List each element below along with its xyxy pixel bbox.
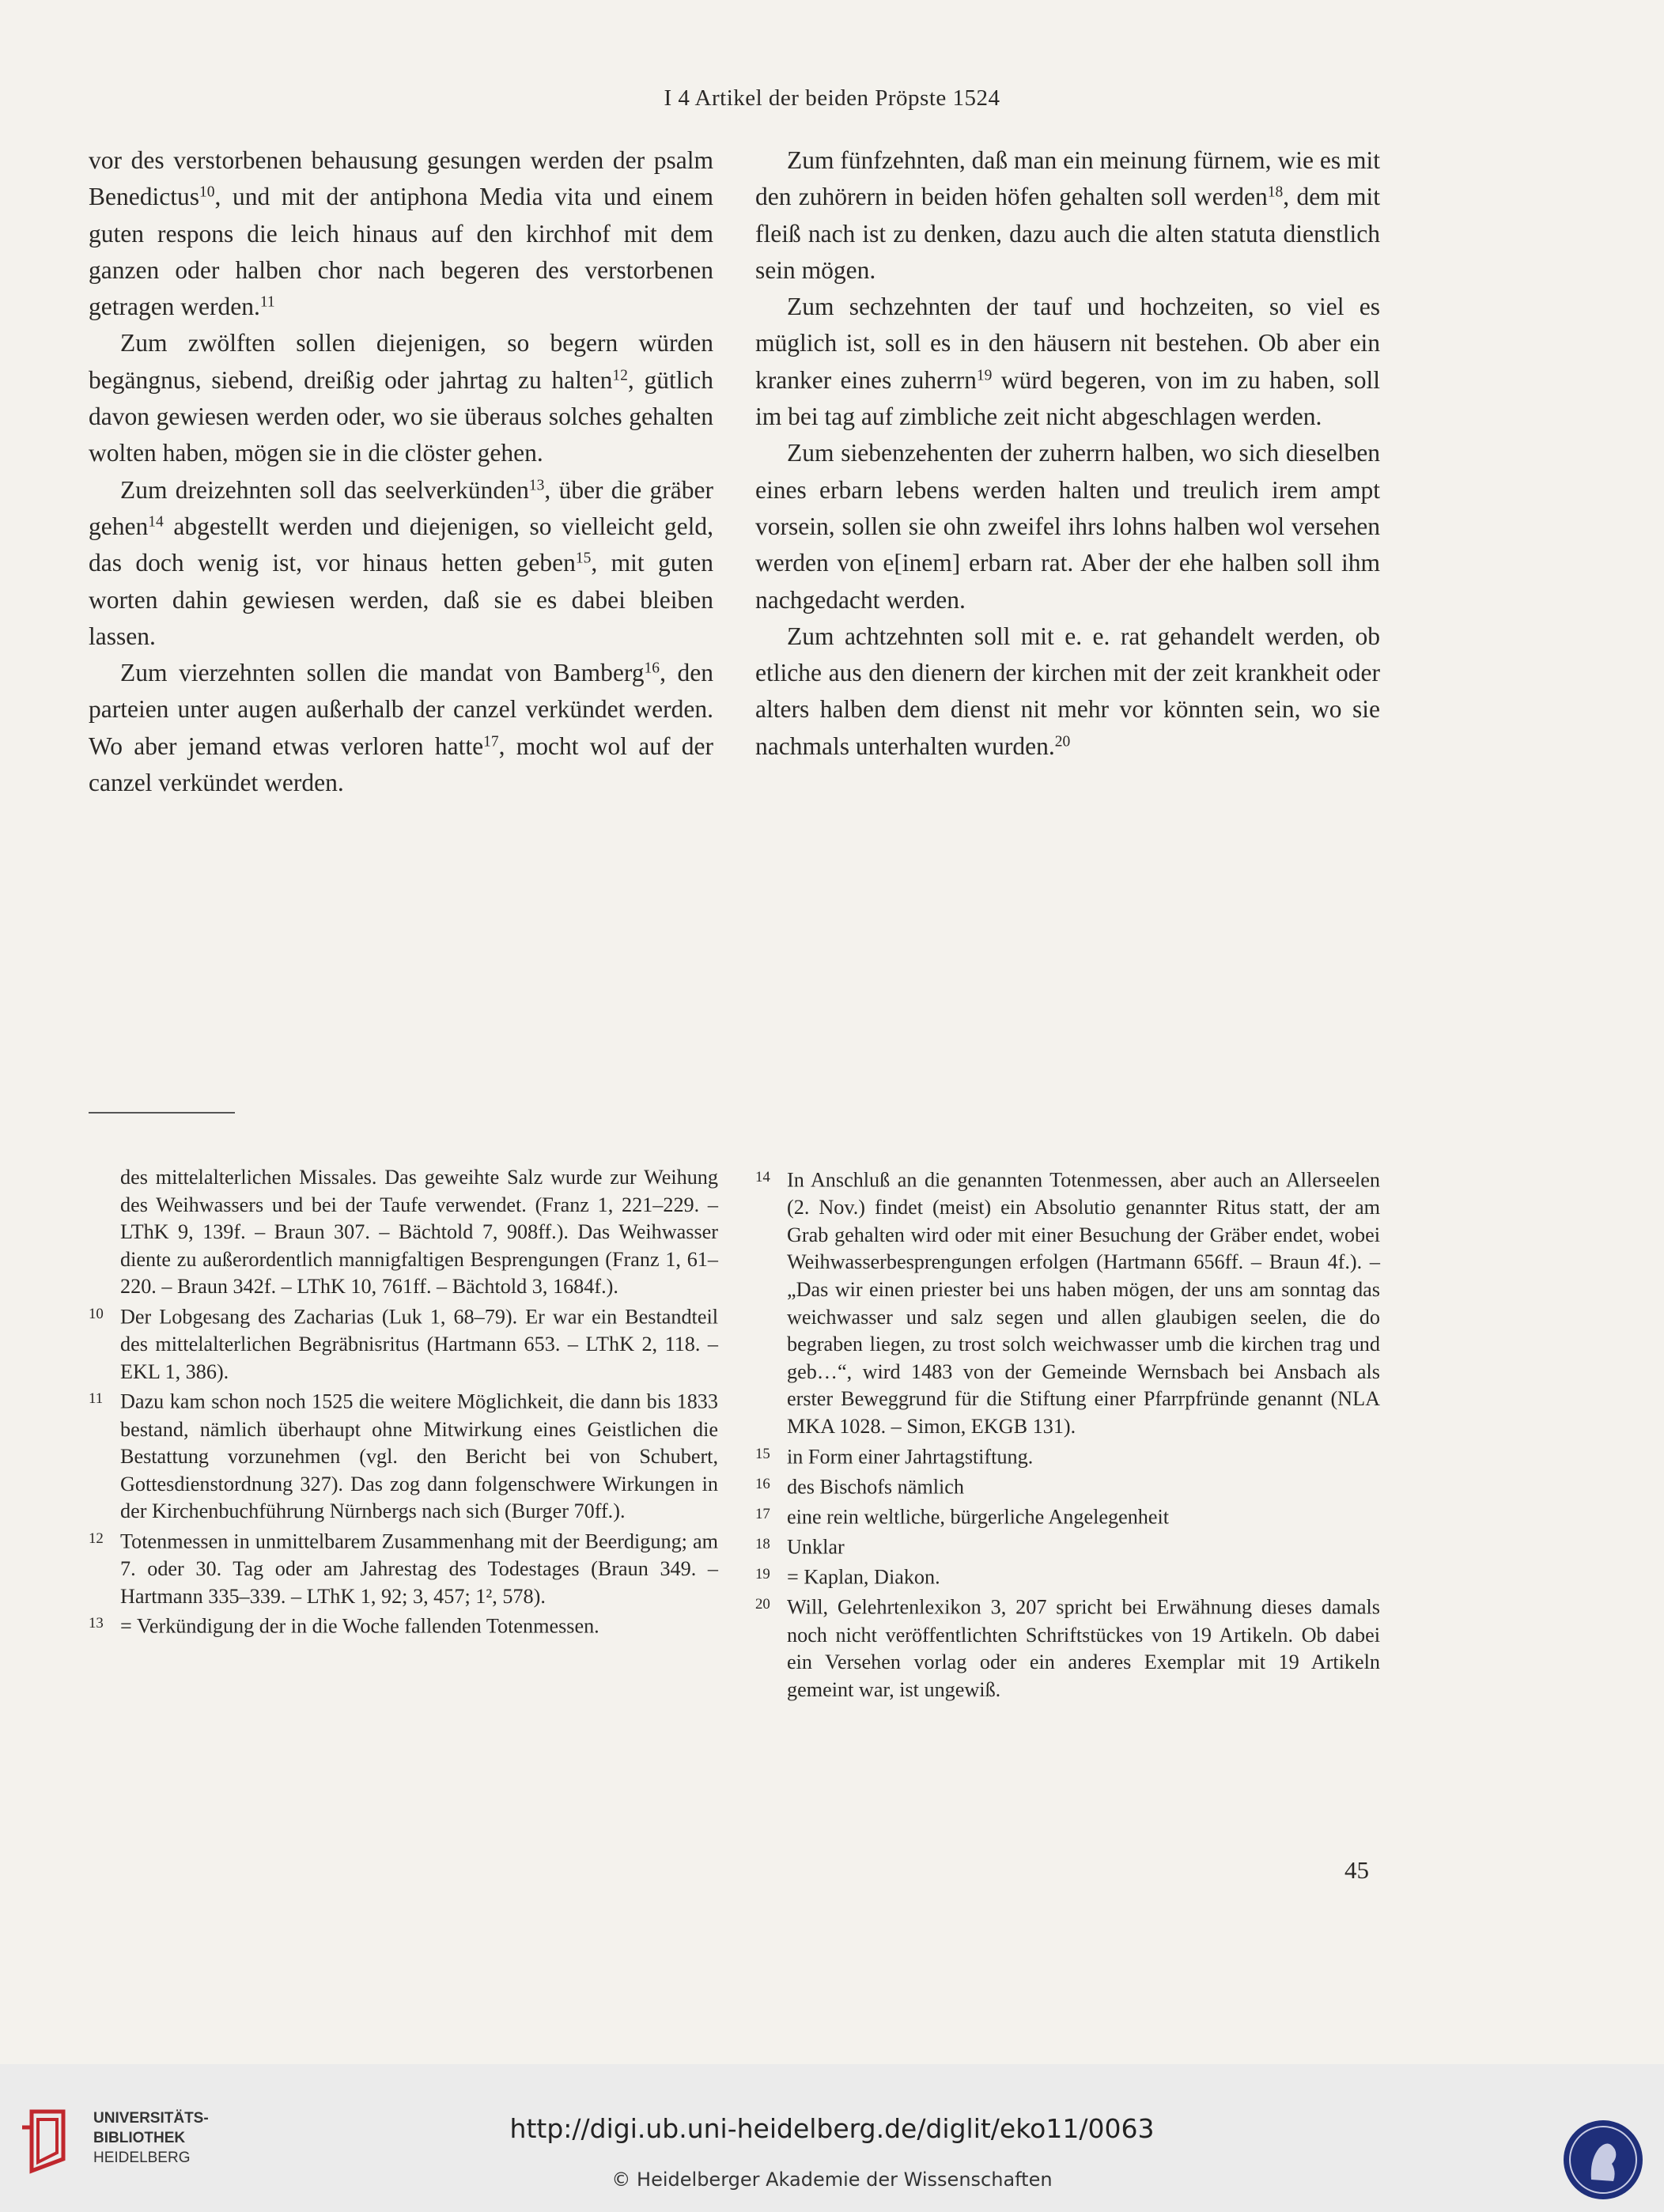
- right-column-paragraph: Zum fünfzehnten, daß man ein meinung fürnem, wie es mit den zuhörern in beiden höfen gehalten soll werden$^{18}$, dem mit fleiß nach ist zu denken, dazu auch die alten statuta dienstlich sein mögen.: [755, 146, 1380, 284]
- academy-seal-icon: [1560, 2116, 1647, 2203]
- running-title: I 4 Artikel der beiden Pröpste 1524: [664, 85, 1000, 111]
- footnote-16: 16 des Bischofs nämlich: [755, 1471, 1380, 1501]
- right-column-paragraph: Zum achtzehnten soll mit e. e. rat gehandelt werden, ob etliche aus den dienern der kirchen mit der zeit krankheit oder alters halben dem dienst nit mehr vor könnten sein, wo sie nachmals unterhalten wurden.$^{20}$: [755, 622, 1380, 760]
- footnote-19: 19 = Kaplan, Diakon.: [755, 1561, 1380, 1591]
- footnote-ref: 11: [259, 293, 275, 311]
- footnote-ref: 12: [612, 367, 628, 384]
- footnotes-right: [755, 1164, 1380, 1703]
- footnote-15: 15 in Form einer Jahrtagstiftung.: [755, 1441, 1380, 1471]
- footnote-ref: 14: [148, 513, 164, 531]
- library-name: UNIVERSITÄTS- BIBLIOTHEK HEIDELBERG: [93, 2110, 209, 2166]
- footnote-11: 11 Dazu kam schon noch 1525 die weitere Möglichkeit, die dann bis 1833 bestand, nämlich überhaupt ohne Mitwirkung eines Geistlichen die Bestattung vorzunehmen (vgl. den Bericht bei von Schubert, Gottesdienstordnung 327). Das zog dann folgenschwere Wirkungen in der Kirchenbuchführung Nürnbergs nach sich (Burger 70ff.).: [89, 1386, 718, 1526]
- footnote-ref: 10: [199, 183, 215, 201]
- footnote-17: 17 eine rein weltliche, bürgerliche Angelegenheit: [755, 1501, 1380, 1531]
- footnote-20: 20 Will, Gelehrtenlexikon 3, 207 spricht bei Erwähnung dieses damals noch nicht veröffentlichten Schriftstückes von 19 Artikeln. Ob dabei ein Versehen vorlag oder ein anderes Exemplar mit 19 Artikeln gemeint war, ist ungewiß.: [755, 1591, 1380, 1703]
- copyright-notice: © Heidelberger Akademie der Wissenschaften: [611, 2169, 1053, 2191]
- footnote-number: 13: [89, 1615, 104, 1632]
- left-text-column: [89, 142, 713, 801]
- footnote-ref: 17: [483, 733, 499, 751]
- footnote-13: 13 = Verkündigung der in die Woche fallenden Totenmessen.: [89, 1610, 718, 1640]
- footnote-number: 20: [755, 1596, 770, 1613]
- footnote-number: 14: [755, 1169, 770, 1185]
- left-column-paragraph: Zum dreizehnten soll das seelverkünden$^{13}$, über die gräber gehen$^{14}$ abgestellt werden und diejenigen, so vielleicht geld, das doch wenig ist, vor hinaus hetten geben$^{15}$, mit guten worten dahin gewiesen werden, daß sie es dabei bleiben lassen.: [89, 475, 714, 650]
- left-column-paragraph: Zum zwölften sollen diejenigen, so begern würden begängnus, siebend, dreißig oder jahrtag zu halten$^{12}$, gütlich davon gewiesen werden oder, wo sie überaus solches gehalten wolten haben, mögen sie in die clöster gehen.: [89, 329, 713, 467]
- footnote-12: 12 Totenmessen in unmittelbarem Zusammenhang mit der Beerdigung; am 7. oder 30. Tag oder am Jahrestag des Todestages (Braun 349. – Hartmann 335–339. – LThK 1, 92; 3, 457; 1², 578).: [89, 1526, 718, 1610]
- footnote-number: 10: [89, 1305, 104, 1322]
- footnote-number: 17: [755, 1505, 770, 1522]
- footnote-18: 18 Unklar: [755, 1531, 1380, 1561]
- left-column-paragraph: Zum vierzehnten sollen die mandat von Bamberg$^{16}$, den parteien unter augen außerhalb der canzel verkündet werden. Wo aber jemand etwas verloren hatte$^{17}$, mocht wol auf der canzel verkündet werden.: [89, 659, 714, 797]
- footnote-number: 19: [755, 1566, 770, 1583]
- footnote-number: 18: [755, 1536, 770, 1553]
- footnote-number: 16: [755, 1475, 770, 1492]
- footnote-14: 14 In Anschluß an die genannten Totenmessen, aber auch an Allerseelen (2. Nov.) findet (meist) ein Absolutio genannter Ritus statt, der am Grab gehalten wird oder mit einer Besuchung der Gräber endet, wobei Weihwasserbesprengungen erfolgen (Hartmann 656ff. – Braun 4f.). – „Das wir einen priester bei uns haben mögen, der uns am sonntag das weichwasser und salz segen und allen glaubigen seelen, die do begraben liegen, zu trost solch weichwasser umb die kirchen trag und geb…“, wird 1483 von der Gemeinde Wernsbach bei Ansbach als erster Beweggrund für die Stiftung einer Pfarrpfründe genannt (NLA MKA 1028. – Simon, EKGB 131).: [755, 1164, 1380, 1441]
- footnote-ref: 18: [1267, 183, 1284, 201]
- footnote-ref: 19: [976, 367, 993, 384]
- viewer-footer: [0, 2064, 1664, 2212]
- footnote-number: 11: [89, 1390, 104, 1408]
- footnote-ref: 13: [528, 476, 545, 493]
- footnotes-left: [89, 1164, 718, 1640]
- footnote-continuation: des mittelalterlichen Missales. Das geweihte Salz wurde zur Weihung des Weihwassers und bei der Taufe verwendet. (Franz 1, 221–229. – LThK 9, 139f. – Braun 307. – Bächtold 7, 908ff.). Das Weihwasser diente zu außerordentlich mannigfaltigen Besprengungen (Franz 1, 61–220. – Braun 342f. – LThK 10, 761ff. – Bächtold 3, 1684f.).: [120, 1166, 718, 1299]
- left-column-paragraph: vor des verstorbenen behausung gesungen werden der psalm Benedictus$^{10}$, und mit der antiphona Media vita und einem guten respons die leich hinaus auf den kirchhof mit dem ganzen oder halben chor nach begeren des verstorbenen getragen werden.$^{11}$: [89, 146, 713, 321]
- right-column-paragraph: Zum siebenzehenten der zuherrn halben, wo sich dieselben eines erbarn lebens werden halten und treulich irem ampt vorsein, sollen sie ohn zweifel ihrs lohns halben wol versehen werden von e[inem] erbarn rat. Aber der ehe halben soll ihm nachgedacht werden.: [755, 439, 1380, 614]
- footnote-10: 10 Der Lobgesang des Zacharias (Luk 1, 68–79). Er war ein Bestandteil des mittelalterlichen Begräbnisritus (Hartmann 653. – LThK 2, 118. – EKL 1, 386).: [89, 1301, 718, 1386]
- footnote-ref: 15: [575, 550, 592, 567]
- permalink-url[interactable]: http://digi.ub.uni-heidelberg.de/diglit/eko11/0063: [509, 2113, 1155, 2144]
- footnote-separator: [89, 1112, 235, 1114]
- footnote-number: 12: [89, 1529, 104, 1547]
- page-number: 45: [1344, 1856, 1369, 1884]
- footnote-ref: 16: [644, 660, 660, 677]
- footnote-number: 15: [755, 1445, 770, 1462]
- footnote-ref: 20: [1054, 733, 1071, 751]
- right-text-column: [755, 142, 1380, 765]
- right-column-paragraph: Zum sechzehnten der tauf und hochzeiten, so viel es müglich ist, soll es in den häusern nit bestehen. Ob aber ein kranker eines zuherrn$^{19}$ würd begeren, von im zu haben, soll im bei tag auf zimbliche zeit nicht abgeschlagen werden.: [755, 293, 1380, 431]
